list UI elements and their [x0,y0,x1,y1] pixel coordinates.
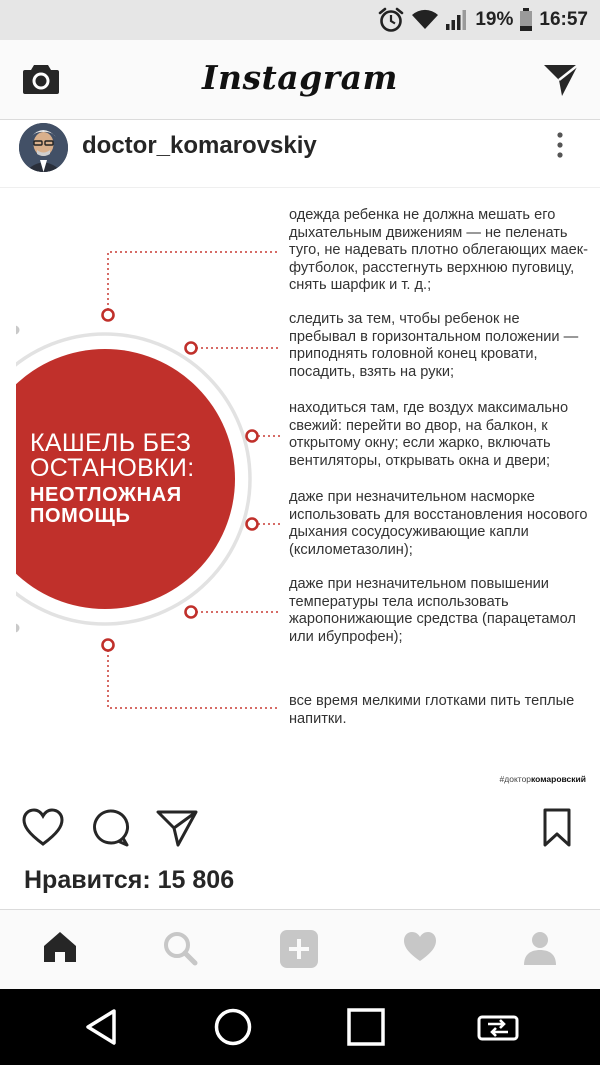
advice-item: следить за тем, чтобы ребенок не пребывал в горизонтальном положении — приподнять головной конец кровати, посадить, взять на руки; [289,311,579,380]
post-actions [0,800,600,860]
clock: 16:57 [539,9,588,30]
post-header [0,121,600,188]
advice-item: даже при незначительном повышении температуры тела использовать жаропонижающие средства (парацетамол или ибупрофен); [289,576,576,645]
wifi-icon [411,9,439,31]
alarm-icon [377,7,405,33]
hashtag-prefix: #доктор [499,774,532,784]
screen-rotate-icon[interactable] [476,1007,520,1047]
app-header [0,40,600,120]
post-image[interactable] [0,188,600,800]
home-icon[interactable] [42,930,78,964]
advice-item: одежда ребенка не должна мешать его дыхательным движениям — не пеленать туго, не надевать плотно облегающих маек-футболок, расстегнуть верхнюю пуговицу, снять шарфик и т. д.; [289,207,588,294]
comment-icon[interactable] [90,808,130,848]
battery-icon [519,8,533,32]
system-nav-bar [0,989,600,1065]
direct-send-icon[interactable] [542,62,580,98]
infographic-title [30,431,194,527]
add-icon[interactable] [280,930,318,968]
advice-item: даже при незначительном насморке использовать для восстановления носового дыхания сосудосуживающие капли (ксилометазолин); [289,489,588,558]
hashtag-watermark [500,774,586,784]
status-bar [0,0,600,40]
more-options-icon[interactable] [556,131,564,159]
recents-icon[interactable] [346,1007,386,1047]
battery-percent: 19% [475,9,514,30]
heart-icon[interactable] [22,808,64,848]
post-username[interactable]: doctor_komarovskiy [82,132,317,159]
advice-item: находиться там, где воздух максимально свежий: перейти во двор, на балкон, к открытому окну; если жарко, включать вентиляторы, открывать окна и двери; [289,400,569,469]
title-line-2: ОСТАНОВКИ: [30,454,195,482]
bottom-nav [0,909,600,989]
title-line-3: НЕОТЛОЖНАЯ [30,484,182,506]
bookmark-icon[interactable] [542,808,572,848]
signal-icon [445,9,469,31]
share-icon[interactable] [156,808,198,848]
avatar[interactable] [19,123,68,172]
title-line-1: КАШЕЛЬ БЕЗ [30,429,192,457]
advice-item: все время мелкими глотками пить теплые напитки. [289,693,575,727]
back-icon[interactable] [82,1007,122,1047]
home-circle-icon[interactable] [213,1007,253,1047]
search-icon[interactable] [162,930,198,966]
likes-count[interactable]: Нравится: 15 806 [24,866,235,894]
app-logo: Instagram [202,58,398,97]
hashtag-bold: комаровский [531,774,586,784]
activity-heart-icon[interactable] [402,930,438,964]
profile-icon[interactable] [522,930,558,966]
title-line-4: ПОМОЩЬ [30,505,131,527]
